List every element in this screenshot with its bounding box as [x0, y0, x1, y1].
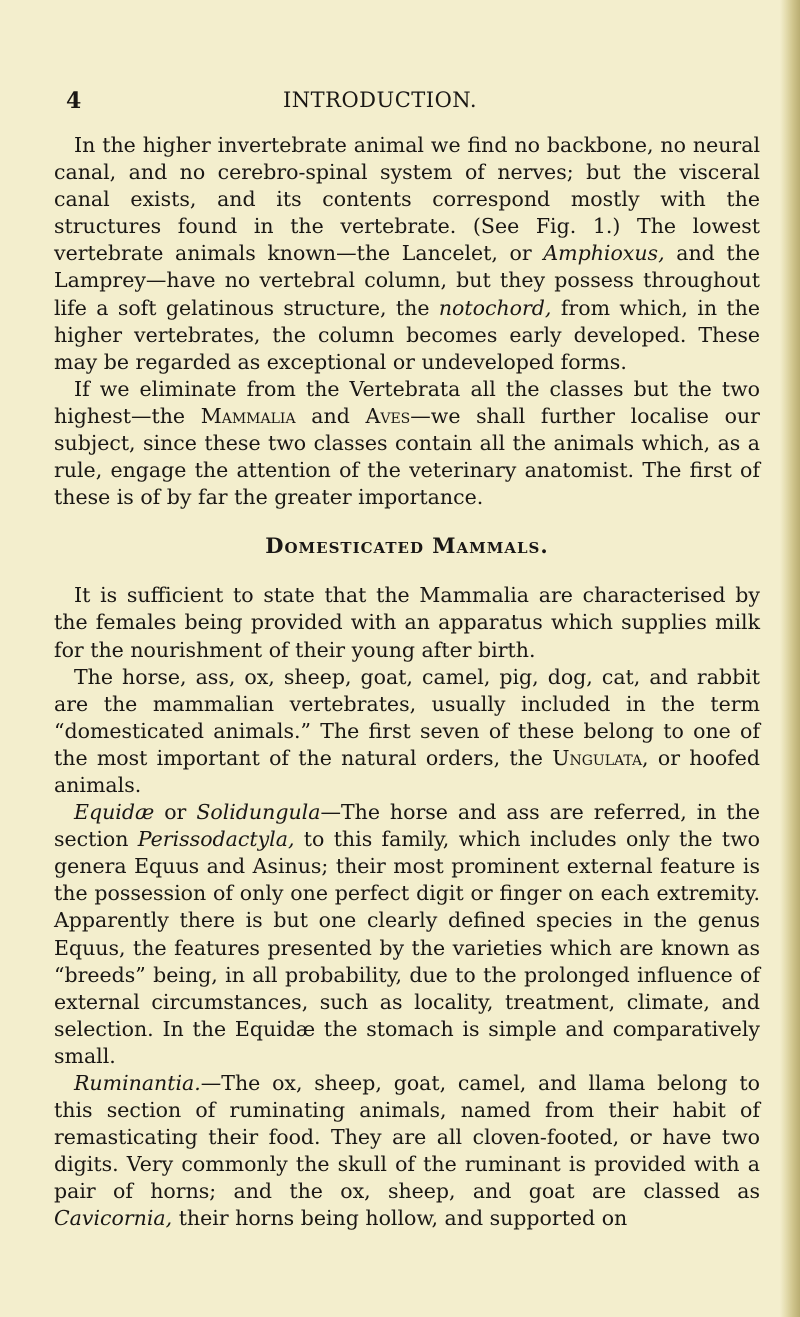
small-caps-term: Mammalia — [200, 403, 296, 428]
paragraph — [54, 1070, 760, 1233]
paragraph — [54, 664, 760, 799]
text-run: to this family, which includes only the two genera Equus and Asinus; their most prominent external feature is the possession of only one perfect digit or finger on each extremity. Apparently there is but one clearly defined species in the genus Equus, the features presented by the varieties which are known as “breeds” being, in all probability, due to the prolonged influence of external circumstances, such as locality, treatment, climate, and selection. In the Equidæ the stomach is simple and comparatively small. — [54, 827, 760, 1068]
paragraph — [54, 799, 760, 1070]
italic-term: Perissodactyla, — [137, 827, 295, 852]
text-run: If we eliminate from the Vertebrata all the classes but the two highest—the — [54, 376, 760, 428]
text-run: The horse, ass, ox, sheep, goat, camel, pig, dog, cat, and rabbit are the mammalian vertebrates, usually included in the term “domesticated animals.” The first seven of these belong to one of the most important of the natural orders, the — [54, 664, 760, 770]
paragraph — [54, 376, 760, 511]
small-caps-term: Ungulata, — [552, 745, 649, 770]
page-number: 4 — [66, 88, 82, 114]
italic-term: Equidæ — [74, 800, 155, 825]
text-run: or hoofed animals. — [54, 745, 760, 797]
text-run: —The horse and ass are referred, in the section — [54, 800, 760, 852]
small-caps-term: Aves — [365, 403, 411, 428]
italic-term: Cavicornia, — [54, 1206, 173, 1231]
page-header — [0, 88, 800, 118]
text-run: and — [295, 403, 366, 428]
running-title: INTRODUCTION. — [282, 88, 478, 112]
text-run: and the Lamprey—have no vertebral column, but they possess throughout life a soft gelatinous structure, the — [54, 241, 760, 320]
italic-term: Solidungula — [196, 800, 321, 825]
section-heading: Domesticated Mammals. — [265, 533, 549, 559]
text-run: or — [154, 800, 197, 825]
text-run: —The ox, sheep, goat, camel, and llama belong to this section of ruminating animals, named from their habit of remasticating their food. They are all cloven-footed, or have two digits. Very commonly the skull of the ruminant is provided with a pair of horns; and the ox, sheep, and goat are classed as — [54, 1071, 760, 1204]
paragraph — [54, 132, 760, 376]
text-run: from which, in the higher vertebrates, the column becomes early developed. These may be regarded as exceptional or undeveloped forms. — [54, 295, 761, 374]
text-run: their horns being hollow, and supported on — [172, 1206, 628, 1231]
italic-term: notochord, — [438, 295, 552, 320]
italic-term: Amphioxus, — [543, 241, 665, 266]
text-run: In the higher invertebrate animal we find no backbone, no neural canal, and no cerebro-spinal system of nerves; but the visceral canal exists, and its contents correspond mostly with the structures found in the vertebrate. (See Fig. 1.) The lowest vertebrate animals known—the Lancelet, or — [54, 133, 760, 266]
italic-term: Ruminantia. — [74, 1071, 201, 1095]
text-run: —we shall further localise our subject, since these two classes contain all the animals which, as a rule, engage the attention of the veterinary anatomist. The first of these is of by far the greater importance. — [54, 403, 760, 510]
page-edge — [780, 0, 800, 1317]
paragraph: It is sufficient to state that the Mammalia are characterised by the females being provided with an apparatus which supplies milk for the nourishment of their young after birth. — [54, 583, 760, 662]
body-text — [54, 132, 760, 1233]
